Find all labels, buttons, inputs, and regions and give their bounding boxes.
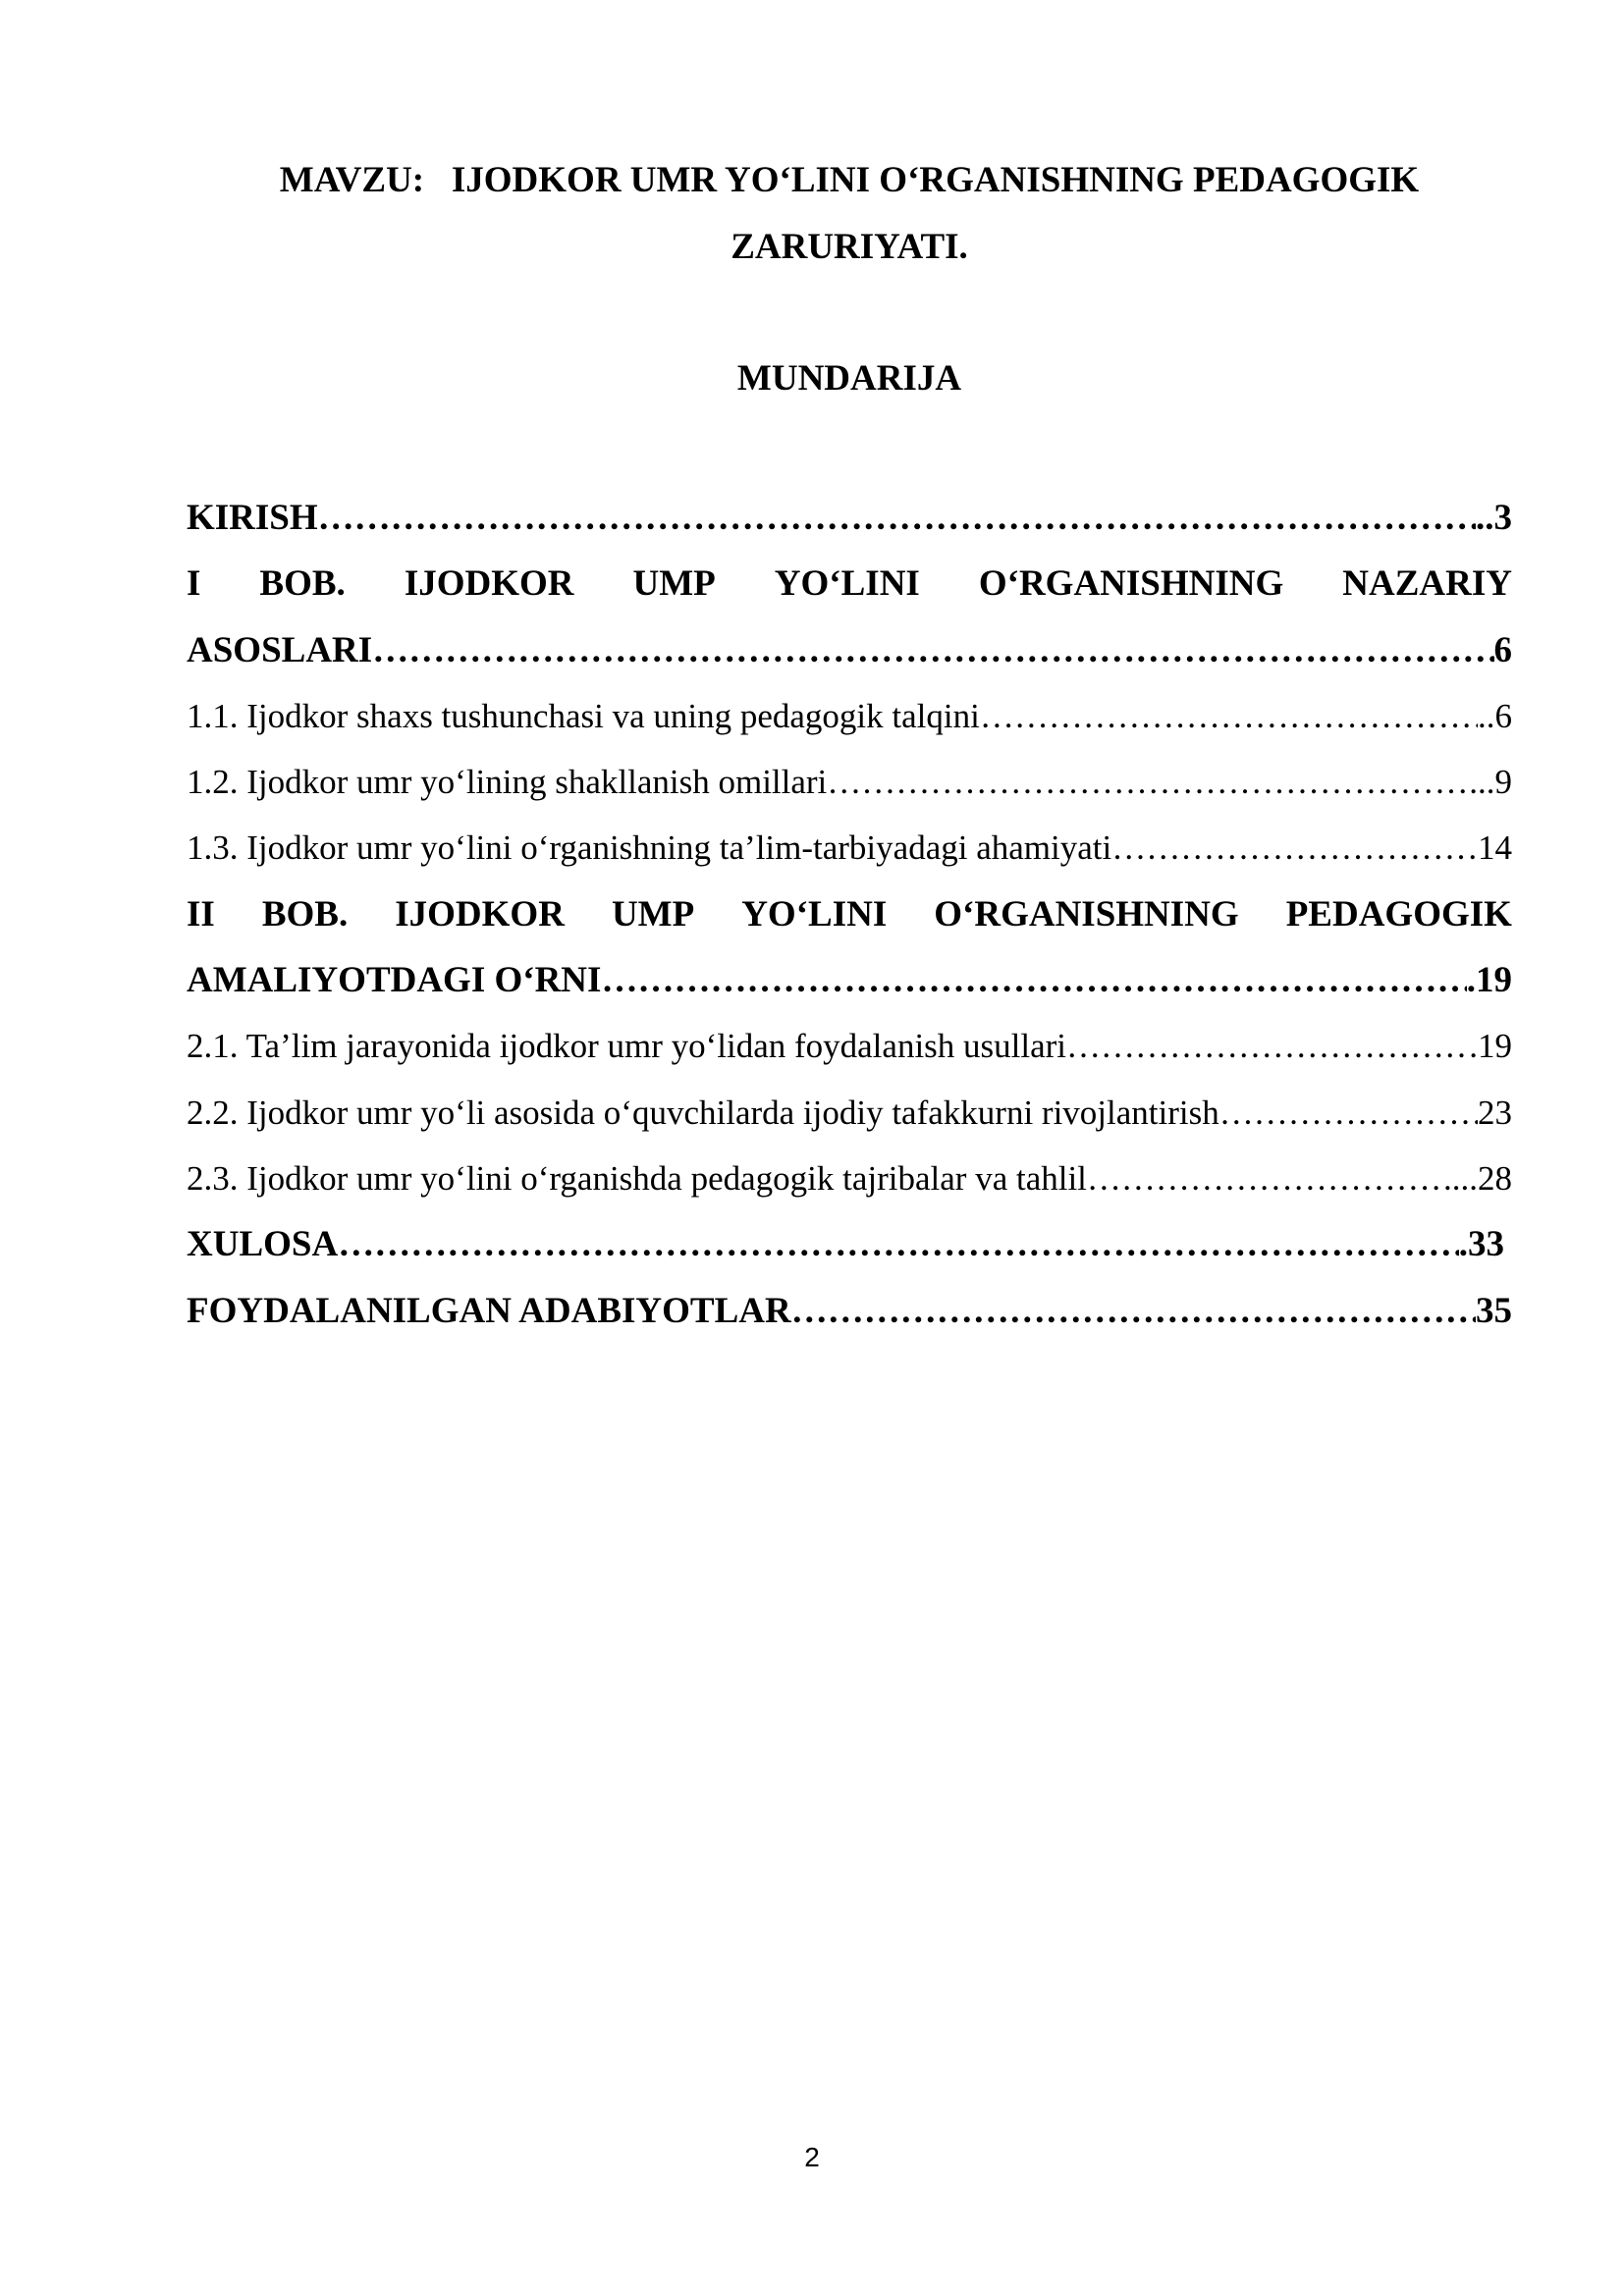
toc-dot-leader: [318, 485, 1476, 551]
toc-entry-label: 2.1. Ta’lim jarayonida ijodkor umr yo‘lidan foydalanish usullari: [187, 1027, 1067, 1066]
toc-chapter-word: BOB.: [259, 563, 346, 605]
toc-entry-adabiyotlar[interactable]: [187, 1278, 1512, 1344]
toc-entry-page: .33: [1458, 1224, 1504, 1265]
toc-chapter-word: UMP: [611, 893, 695, 934]
toc-chapter-word: PEDAGOGIK: [1285, 893, 1512, 934]
table-of-contents: [187, 485, 1512, 1344]
toc-entry-page: ...28: [1451, 1158, 1512, 1198]
toc-dot-leader: [1087, 1146, 1452, 1211]
toc-entry-2-1[interactable]: [187, 1013, 1512, 1079]
toc-entry-label: KIRISH: [187, 498, 318, 538]
toc-chapter-word: YO‘LINI: [741, 893, 888, 934]
toc-entry-page: 14: [1478, 828, 1512, 868]
toc-entry-1-3[interactable]: [187, 815, 1512, 881]
toc-entry-1-1[interactable]: [187, 683, 1512, 749]
toc-entry-label: FOYDALANILGAN ADABIYOTLAR: [187, 1290, 791, 1331]
toc-entry-page: 23: [1478, 1093, 1512, 1132]
toc-chapter-word: O‘RGANISHNING: [978, 563, 1284, 605]
toc-entry-label: 1.1. Ijodkor shaxs tushunchasi va uning pedagogik talqini: [187, 696, 980, 735]
toc-entry-chapter-1-continued[interactable]: [187, 617, 1512, 683]
toc-dot-leader: [1111, 815, 1478, 881]
toc-heading: MUNDARIJA: [736, 358, 962, 399]
toc-entry-page: ..3: [1476, 498, 1512, 538]
toc-entry-page: .19: [1466, 960, 1512, 1001]
toc-entry-page: ...9: [1469, 763, 1512, 802]
toc-dot-leader: [338, 1211, 1459, 1277]
toc-chapter-word: I: [187, 563, 201, 605]
toc-entry-chapter-2-continued[interactable]: [187, 947, 1512, 1013]
toc-chapter-word: IJODKOR: [395, 893, 565, 934]
toc-entry-page: 35: [1476, 1290, 1512, 1331]
toc-chapter-word: II: [187, 893, 215, 934]
toc-chapter-word: NAZARIY: [1342, 563, 1512, 605]
toc-dot-leader: [1219, 1080, 1478, 1146]
toc-entry-label: ASOSLARI: [187, 629, 373, 670]
toc-entry-label: XULOSA: [187, 1224, 339, 1265]
toc-dot-leader: [372, 617, 1493, 683]
toc-dot-leader: [1066, 1013, 1469, 1079]
toc-entry-label: 2.3. Ijodkor umr yo‘lini o‘rganishda pedagogik tajribalar va tahlil: [187, 1158, 1087, 1198]
toc-entry-1-2[interactable]: [187, 749, 1512, 815]
toc-chapter-word: YO‘LINI: [774, 563, 920, 605]
toc-entry-page: ..6: [1478, 696, 1512, 735]
document-title-line-1: MAVZU: IJODKOR UMR YO‘LINI O‘RGANISHNING PEDAGOGIK: [279, 160, 1420, 200]
document-title: [187, 147, 1512, 281]
toc-dot-leader: [980, 683, 1478, 749]
toc-entry-2-3[interactable]: [187, 1146, 1512, 1211]
toc-dot-leader: [827, 749, 1469, 815]
toc-chapter-word: O‘RGANISHNING: [934, 893, 1239, 934]
toc-entry-label: 1.2. Ijodkor umr yo‘lining shakllanish omillari: [187, 763, 828, 802]
toc-entry-kirish[interactable]: [187, 485, 1512, 551]
document-title-line-2: ZARURIYATI.: [731, 227, 968, 267]
toc-entry-2-2[interactable]: [187, 1080, 1512, 1146]
toc-entry-chapter-2[interactable]: [187, 881, 1512, 947]
toc-entry-label: 2.2. Ijodkor umr yo‘li asosida o‘quvchilarda ijodiy tafakkurni rivojlantirish: [187, 1093, 1219, 1132]
toc-entry-label: 1.3. Ijodkor umr yo‘lini o‘rganishning ta’lim-tarbiyadagi ahamiyati: [187, 828, 1112, 868]
toc-chapter-word: BOB.: [261, 893, 349, 934]
page-number: 2: [804, 2142, 820, 2172]
toc-chapter-word: UMP: [632, 563, 716, 605]
toc-entry-xulosa[interactable]: [187, 1211, 1512, 1277]
toc-entry-chapter-1[interactable]: [187, 551, 1512, 616]
toc-entry-label: AMALIYOTDAGI O‘RNI: [187, 960, 602, 1001]
toc-chapter-word: IJODKOR: [404, 563, 574, 605]
toc-dot-leader: [791, 1278, 1476, 1344]
toc-entry-page: 6: [1493, 629, 1512, 670]
toc-dot-leader: [601, 947, 1466, 1013]
toc-entry-page: .19: [1469, 1027, 1512, 1066]
